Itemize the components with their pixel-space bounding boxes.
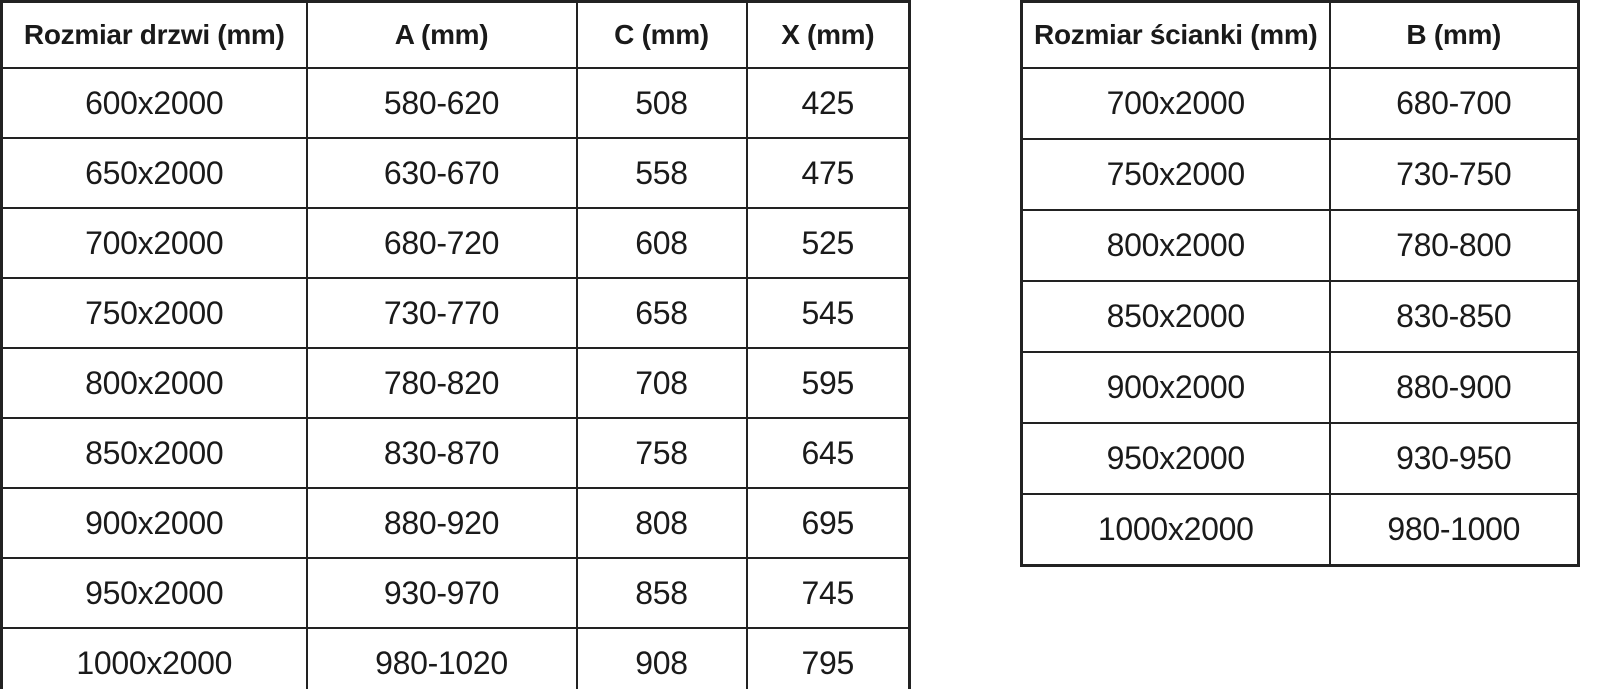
table-cell: 545 xyxy=(747,278,910,348)
table-cell: 800x2000 xyxy=(2,348,307,418)
column-header-b-mm: B (mm) xyxy=(1330,2,1579,69)
table-cell: 508 xyxy=(577,68,747,138)
table-cell: 850x2000 xyxy=(2,418,307,488)
table-cell: 780-800 xyxy=(1330,210,1579,281)
table-cell: 600x2000 xyxy=(2,68,307,138)
table-cell: 758 xyxy=(577,418,747,488)
table-cell: 525 xyxy=(747,208,910,278)
table-cell: 780-820 xyxy=(307,348,577,418)
table-cell: 645 xyxy=(747,418,910,488)
table-cell: 680-700 xyxy=(1330,68,1579,139)
table-cell: 808 xyxy=(577,488,747,558)
table-row xyxy=(2,628,910,689)
table-cell: 558 xyxy=(577,138,747,208)
table-row xyxy=(2,488,910,558)
table-cell: 730-770 xyxy=(307,278,577,348)
table-row xyxy=(2,558,910,628)
table-row xyxy=(1022,494,1579,566)
table-row xyxy=(1022,139,1579,210)
table-cell: 475 xyxy=(747,138,910,208)
table-row xyxy=(2,138,910,208)
table-cell: 680-720 xyxy=(307,208,577,278)
table-row xyxy=(2,418,910,488)
column-header-c-mm: C (mm) xyxy=(577,2,747,69)
table-row xyxy=(2,68,910,138)
table-cell: 880-920 xyxy=(307,488,577,558)
column-header-x-mm: X (mm) xyxy=(747,2,910,69)
table-cell: 908 xyxy=(577,628,747,689)
table-cell: 980-1020 xyxy=(307,628,577,689)
table-cell: 695 xyxy=(747,488,910,558)
table-cell: 858 xyxy=(577,558,747,628)
table-row xyxy=(1022,210,1579,281)
table-row xyxy=(1022,68,1579,139)
table-row xyxy=(1022,281,1579,352)
table-cell: 708 xyxy=(577,348,747,418)
table-cell: 830-870 xyxy=(307,418,577,488)
door-table-body xyxy=(2,68,910,689)
wall-sizes-table xyxy=(1020,0,1580,567)
table-cell: 980-1000 xyxy=(1330,494,1579,566)
table-cell: 580-620 xyxy=(307,68,577,138)
table-cell: 800x2000 xyxy=(1022,210,1330,281)
table-cell: 745 xyxy=(747,558,910,628)
table-cell: 750x2000 xyxy=(2,278,307,348)
table-cell: 900x2000 xyxy=(2,488,307,558)
column-header-a-mm: A (mm) xyxy=(307,2,577,69)
table-cell: 900x2000 xyxy=(1022,352,1330,423)
table-cell: 930-970 xyxy=(307,558,577,628)
table-cell: 650x2000 xyxy=(2,138,307,208)
table-cell: 930-950 xyxy=(1330,423,1579,494)
table-cell: 700x2000 xyxy=(2,208,307,278)
table-row xyxy=(2,208,910,278)
table-cell: 880-900 xyxy=(1330,352,1579,423)
table-row xyxy=(2,348,910,418)
table-cell: 830-850 xyxy=(1330,281,1579,352)
table-cell: 425 xyxy=(747,68,910,138)
table-cell: 608 xyxy=(577,208,747,278)
table-cell: 950x2000 xyxy=(1022,423,1330,494)
column-header-rozmiar-scianki: Rozmiar ścianki (mm) xyxy=(1022,2,1330,69)
table-row xyxy=(1022,423,1579,494)
table-cell: 730-750 xyxy=(1330,139,1579,210)
table-cell: 795 xyxy=(747,628,910,689)
table-cell: 850x2000 xyxy=(1022,281,1330,352)
table-cell: 750x2000 xyxy=(1022,139,1330,210)
wall-table-body xyxy=(1022,68,1579,566)
table-cell: 1000x2000 xyxy=(2,628,307,689)
table-cell: 595 xyxy=(747,348,910,418)
table-row xyxy=(1022,352,1579,423)
table-row xyxy=(2,278,910,348)
table-cell: 1000x2000 xyxy=(1022,494,1330,566)
table-cell: 630-670 xyxy=(307,138,577,208)
table-cell: 658 xyxy=(577,278,747,348)
table-cell: 700x2000 xyxy=(1022,68,1330,139)
wall-table-header-row xyxy=(1022,2,1579,69)
door-table-header-row xyxy=(2,2,910,69)
column-header-rozmiar-drzwi: Rozmiar drzwi (mm) xyxy=(2,2,307,69)
table-cell: 950x2000 xyxy=(2,558,307,628)
